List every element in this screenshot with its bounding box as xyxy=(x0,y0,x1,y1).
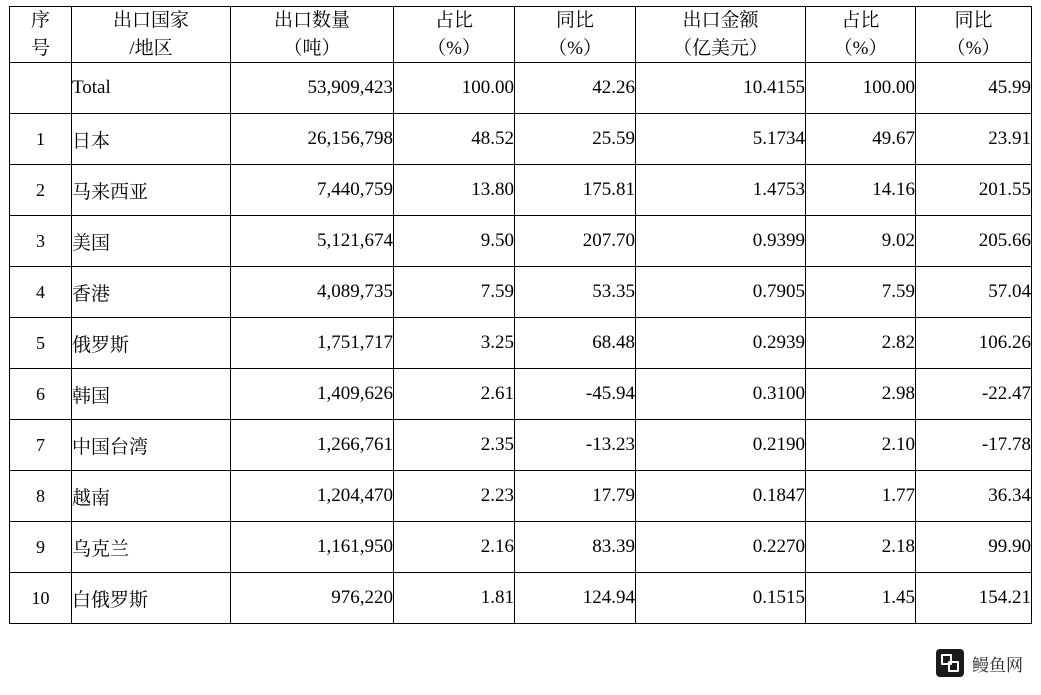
cell-index: 8 xyxy=(10,471,72,522)
cell-amount: 0.9399 xyxy=(636,216,806,267)
cell-index: 2 xyxy=(10,165,72,216)
cell-index: 3 xyxy=(10,216,72,267)
table-row xyxy=(10,63,1032,114)
cell-amount: 5.1734 xyxy=(636,114,806,165)
cell-quantity-yoy: 175.81 xyxy=(515,165,636,216)
cell-amount-share: 1.77 xyxy=(806,471,916,522)
cell-index: 1 xyxy=(10,114,72,165)
cell-quantity-share: 2.23 xyxy=(394,471,515,522)
cell-amount-share: 2.18 xyxy=(806,522,916,573)
header-row xyxy=(10,7,1032,63)
cell-amount: 10.4155 xyxy=(636,63,806,114)
cell-amount-yoy: 57.04 xyxy=(916,267,1032,318)
header-line-2: 号 xyxy=(30,37,50,59)
cell-quantity-share: 9.50 xyxy=(394,216,515,267)
table-row xyxy=(10,369,1032,420)
cell-quantity: 7,440,759 xyxy=(231,165,394,216)
header-line-1: 同比 xyxy=(954,10,993,31)
cell-amount: 0.7905 xyxy=(636,267,806,318)
header-line-2: （%） xyxy=(833,37,888,59)
export-statistics-table xyxy=(9,6,1032,624)
site-watermark xyxy=(936,649,1023,677)
header-line-2: /地区 xyxy=(129,37,173,59)
cell-quantity-share: 100.00 xyxy=(394,63,515,114)
cell-quantity: 1,266,761 xyxy=(231,420,394,471)
cell-amount-yoy: 154.21 xyxy=(916,573,1032,624)
cell-quantity-yoy: -45.94 xyxy=(515,369,636,420)
cell-country: 韩国 xyxy=(72,369,231,420)
cell-quantity: 4,089,735 xyxy=(231,267,394,318)
header-line-1: 出口金额 xyxy=(682,10,759,31)
header-line-1: 序 xyxy=(30,10,50,31)
document-page xyxy=(0,6,1041,695)
cell-amount: 1.4753 xyxy=(636,165,806,216)
cell-country: 美国 xyxy=(72,216,231,267)
header-line-2: （吨） xyxy=(283,37,341,59)
cell-amount-share: 49.67 xyxy=(806,114,916,165)
cell-quantity-share: 7.59 xyxy=(394,267,515,318)
qr-code-icon xyxy=(936,649,964,677)
cell-quantity-share: 1.81 xyxy=(394,573,515,624)
cell-index: 4 xyxy=(10,267,72,318)
table-row xyxy=(10,420,1032,471)
cell-quantity: 26,156,798 xyxy=(231,114,394,165)
cell-amount-yoy: 45.99 xyxy=(916,63,1032,114)
cell-quantity-share: 3.25 xyxy=(394,318,515,369)
header-line-2: （%） xyxy=(427,37,481,59)
cell-country: 乌克兰 xyxy=(72,522,231,573)
table-row xyxy=(10,267,1032,318)
table-row xyxy=(10,216,1032,267)
cell-country: 马来西亚 xyxy=(72,165,231,216)
cell-amount-yoy: 201.55 xyxy=(916,165,1032,216)
cell-country: 俄罗斯 xyxy=(72,318,231,369)
cell-country: 越南 xyxy=(72,471,231,522)
cell-country: 香港 xyxy=(72,267,231,318)
cell-quantity-yoy: 207.70 xyxy=(515,216,636,267)
cell-country: 中国台湾 xyxy=(72,420,231,471)
table-row xyxy=(10,471,1032,522)
table-row xyxy=(10,573,1032,624)
cell-index xyxy=(10,63,72,114)
header-line-2: （%） xyxy=(946,37,1001,59)
cell-quantity-yoy: 53.35 xyxy=(515,267,636,318)
cell-amount-yoy: 205.66 xyxy=(916,216,1032,267)
table-header xyxy=(10,7,1032,63)
cell-index: 7 xyxy=(10,420,72,471)
header-line-1: 同比 xyxy=(555,10,594,31)
cell-country: Total xyxy=(72,63,231,114)
table-body xyxy=(10,63,1032,624)
cell-amount-share: 7.59 xyxy=(806,267,916,318)
header-line-1: 出口国家 xyxy=(112,10,189,31)
cell-quantity-yoy: 25.59 xyxy=(515,114,636,165)
cell-quantity: 53,909,423 xyxy=(231,63,394,114)
cell-amount-share: 9.02 xyxy=(806,216,916,267)
cell-quantity: 5,121,674 xyxy=(231,216,394,267)
header-line-1: 占比 xyxy=(841,10,880,31)
column-header-amount-yoy xyxy=(916,7,1032,63)
header-line-1: 出口数量 xyxy=(273,10,350,31)
watermark-label: 鳗鱼网 xyxy=(972,655,1023,675)
cell-index: 6 xyxy=(10,369,72,420)
cell-amount: 0.1515 xyxy=(636,573,806,624)
cell-amount-share: 14.16 xyxy=(806,165,916,216)
cell-country: 日本 xyxy=(72,114,231,165)
cell-index: 10 xyxy=(10,573,72,624)
table-row xyxy=(10,318,1032,369)
cell-quantity-yoy: 83.39 xyxy=(515,522,636,573)
table-row xyxy=(10,165,1032,216)
cell-quantity-share: 2.16 xyxy=(394,522,515,573)
header-line-1: 占比 xyxy=(434,10,473,31)
cell-amount-yoy: 36.34 xyxy=(916,471,1032,522)
cell-amount: 0.2190 xyxy=(636,420,806,471)
cell-quantity-yoy: 42.26 xyxy=(515,63,636,114)
cell-amount-share: 1.45 xyxy=(806,573,916,624)
column-header-amount-share xyxy=(806,7,916,63)
column-header-quantity-yoy xyxy=(515,7,636,63)
column-header-country xyxy=(72,7,231,63)
cell-country: 白俄罗斯 xyxy=(72,573,231,624)
cell-amount-share: 2.10 xyxy=(806,420,916,471)
cell-quantity-share: 13.80 xyxy=(394,165,515,216)
table-row xyxy=(10,114,1032,165)
column-header-quantity-share xyxy=(394,7,515,63)
cell-quantity: 1,161,950 xyxy=(231,522,394,573)
column-header-index xyxy=(10,7,72,63)
cell-quantity-yoy: 124.94 xyxy=(515,573,636,624)
cell-amount-yoy: 23.91 xyxy=(916,114,1032,165)
header-line-2: （%） xyxy=(548,37,602,59)
cell-index: 5 xyxy=(10,318,72,369)
cell-amount: 0.2939 xyxy=(636,318,806,369)
cell-quantity-yoy: 68.48 xyxy=(515,318,636,369)
cell-amount-share: 100.00 xyxy=(806,63,916,114)
cell-quantity-yoy: 17.79 xyxy=(515,471,636,522)
cell-amount-share: 2.98 xyxy=(806,369,916,420)
cell-quantity-yoy: -13.23 xyxy=(515,420,636,471)
cell-amount-yoy: 99.90 xyxy=(916,522,1032,573)
table-row xyxy=(10,522,1032,573)
cell-amount: 0.3100 xyxy=(636,369,806,420)
cell-quantity-share: 2.61 xyxy=(394,369,515,420)
cell-amount: 0.1847 xyxy=(636,471,806,522)
header-line-2: （亿美元） xyxy=(672,37,768,59)
cell-amount: 0.2270 xyxy=(636,522,806,573)
cell-amount-yoy: 106.26 xyxy=(916,318,1032,369)
cell-quantity: 1,409,626 xyxy=(231,369,394,420)
cell-amount-yoy: -22.47 xyxy=(916,369,1032,420)
cell-quantity: 976,220 xyxy=(231,573,394,624)
cell-quantity-share: 2.35 xyxy=(394,420,515,471)
cell-quantity: 1,204,470 xyxy=(231,471,394,522)
column-header-quantity xyxy=(231,7,394,63)
cell-amount-yoy: -17.78 xyxy=(916,420,1032,471)
cell-amount-share: 2.82 xyxy=(806,318,916,369)
cell-index: 9 xyxy=(10,522,72,573)
cell-quantity: 1,751,717 xyxy=(231,318,394,369)
cell-quantity-share: 48.52 xyxy=(394,114,515,165)
column-header-amount xyxy=(636,7,806,63)
